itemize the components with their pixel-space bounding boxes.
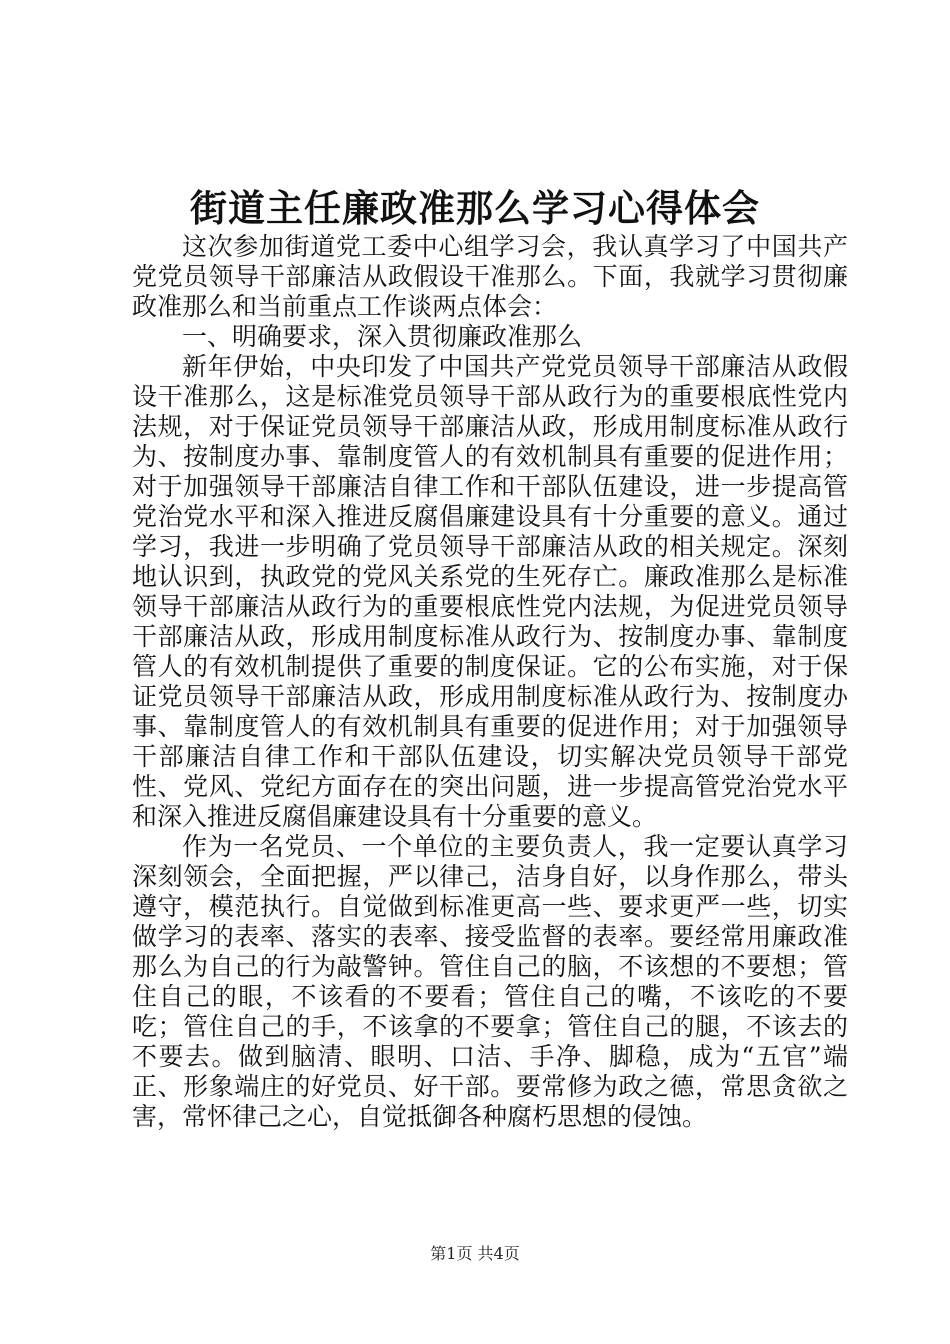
document-body — [132, 232, 848, 1132]
document-title: 街道主任廉政准那么学习心得体会 — [190, 186, 760, 230]
page-number-footer: 第1页 共4页 — [430, 1244, 520, 1263]
body-paragraph: 新年伊始，中央印发了中国共产党党员领导干部廉洁从政假设干准那么，这是标准党员领导干部从政行为的重要根底性党内法规，对于保证党员领导干部廉洁从政，形成用制度标准从政行为、按制度办事、靠制度管人的有效机制具有重要的促进作用；对于加强领导干部廉洁自律工作和干部队伍建设，进一步提高管党治党水平和深入推进反腐倡廉建设具有十分重要的意义。通过学习，我进一步明确了党员领导干部廉洁从政的相关规定。深刻地认识到，执政党的党风关系党的生死存亡。廉政准那么是标准领导干部廉洁从政行为的重要根底性党内法规，为促进党员领导干部廉洁从政，形成用制度标准从政行为、按制度办事、靠制度管人的有效机制提供了重要的制度保证。它的公布实施，对于保证党员领导干部廉洁从政，形成用制度标准从政行为、按制度办事、靠制度管人的有效机制具有重要的促进作用；对于加强领导干部廉洁自律工作和干部队伍建设，切实解决党员领导干部党性、党风、党纪方面存在的突出问题，进一步提高管党治党水平和深入推进反腐倡廉建设具有十分重要的意义。 — [132, 352, 848, 831]
body-paragraph: 作为一名党员、一个单位的主要负责人，我一定要认真学习深刻领会，全面把握，严以律己，洁身自好，以身作那么，带头遵守，模范执行。自觉做到标准更高一些、要求更严一些，切实做学习的表率、落实的表率、接受监督的表率。要经常用廉政准那么为自己的行为敲警钟。管住自己的脑，不该想的不要想；管住自己的眼，不该看的不要看；管住自己的嘴，不该吃的不要吃；管住自己的手，不该拿的不要拿；管住自己的腿，不该去的不要去。做到脑清、眼明、口洁、手净、脚稳，成为“五官”端正、形象端庄的好党员、好干部。要常修为政之德，常思贪欲之害，常怀律己之心，自觉抵御各种腐朽思想的侵蚀。 — [132, 832, 848, 1131]
section-heading: 一、明确要求，深入贯彻廉政准那么 — [182, 322, 583, 351]
intro-paragraph: 这次参加街道党工委中心组学习会，我认真学习了中国共产党党员领导干部廉洁从政假设干准那么。下面，我就学习贯彻廉政准那么和当前重点工作谈两点体会： — [132, 232, 848, 321]
